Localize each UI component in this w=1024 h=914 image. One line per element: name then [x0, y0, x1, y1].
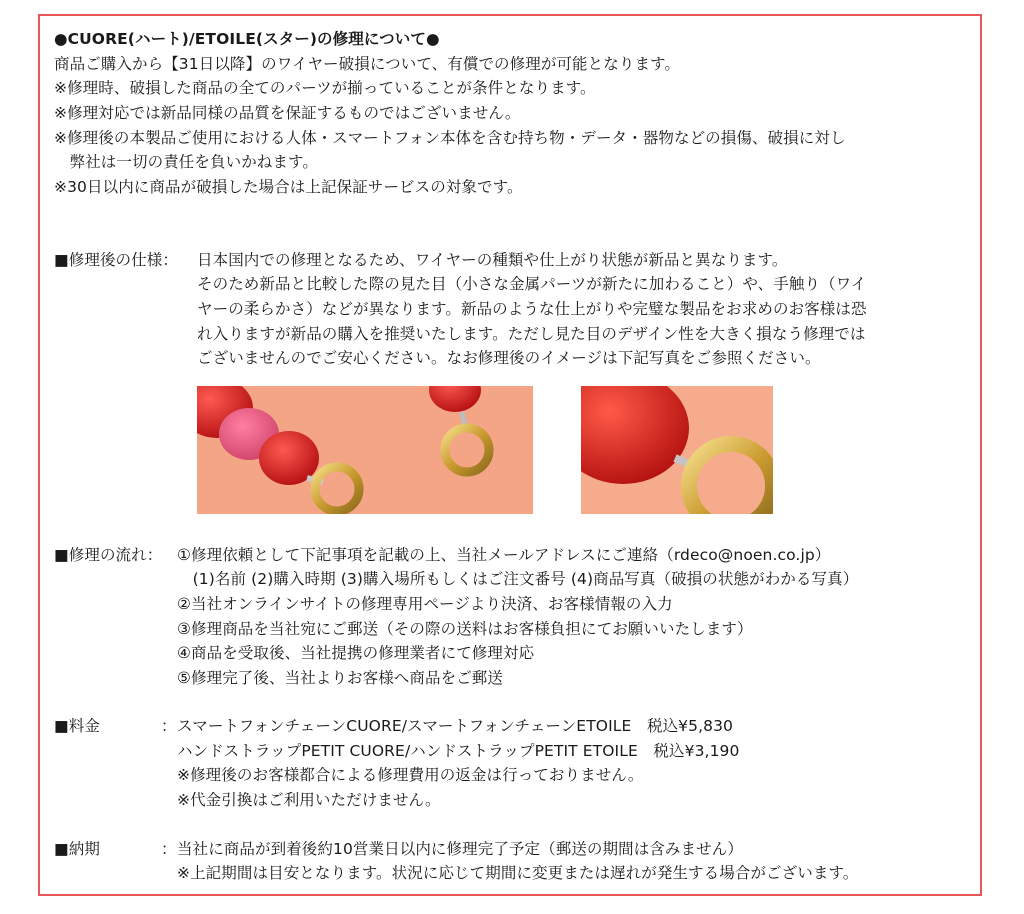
delivery-label: ■納期 — [54, 840, 100, 858]
intro-line: 弊社は一切の責任を負いかねます。 — [54, 153, 318, 171]
flow-label: ■修理の流れ： — [54, 546, 163, 564]
spec-line: 日本国内での修理となるため、ワイヤーの種類や仕上がり状態が新品と異なります。 — [197, 251, 788, 269]
spec-line: ございませんのでご安心ください。なお修理後のイメージは下記写真をご参照ください。 — [197, 349, 821, 367]
fee-label: ■料金 — [54, 717, 100, 735]
intro-line: ※修理後の本製品ご使用における人体・スマートフォン本体を含む持ち物・データ・器物などの損傷、破損に対し — [54, 129, 846, 147]
flow-step: ②当社オンラインサイトの修理専用ページより決済、お客様情報の入力 — [177, 595, 673, 613]
notice-title: ●CUORE(ハート)/ETOILE(スター)の修理について● — [54, 30, 440, 48]
fee-note: ※代金引換はご利用いただけません。 — [177, 791, 441, 809]
flow-step: ⑤修理完了後、当社よりお客様へ商品をご郵送 — [177, 669, 503, 687]
fee-line: ハンドストラップPETIT CUORE/ハンドストラップPETIT ETOILE 税込¥3,190 — [177, 742, 740, 760]
spec-line: そのため新品と比較した際の見た目（小さな金属パーツが新たに加わること）や、手触り（ワイ — [197, 275, 867, 293]
delivery-line: 当社に商品が到着後約10営業日以内に修理完了予定（郵送の期間は含みません） — [177, 840, 743, 858]
spec-label: ■修理後の仕様： — [54, 251, 178, 269]
flow-step: ①修理依頼として下記事項を記載の上、当社メールアドレスにご連絡（rdeco@noen.co.jp） — [177, 546, 831, 564]
spec-line: れ入りますが新品の購入を推奨いたします。ただし見た目のデザイン性を大きく損なう修理では — [197, 325, 866, 343]
intro-line: 商品ご購入から【31日以降】のワイヤー破損について、有償での修理が可能となります。 — [54, 55, 681, 73]
delivery-colon: ： — [161, 840, 177, 858]
delivery-note: ※上記期間は目安となります。状況に応じて期間に変更または遅れが発生する場合がございます。 — [177, 864, 859, 882]
fee-colon: ： — [161, 717, 177, 735]
intro-line: ※修理対応では新品同様の品質を保証するものではございません。 — [54, 104, 521, 122]
intro-line: ※修理時、破損した商品の全てのパーツが揃っていることが条件となります。 — [54, 79, 596, 97]
fee-line: スマートフォンチェーンCUORE/スマートフォンチェーンETOILE 税込¥5,830 — [177, 717, 734, 735]
flow-step: ③修理商品を当社宛にご郵送（その際の送料はお客様負担にてお願いいたします） — [177, 620, 753, 638]
repair-photo-closeup — [581, 386, 773, 514]
fee-note: ※修理後のお客様都合による修理費用の返金は行っておりません。 — [177, 766, 644, 784]
flow-step: (1)名前 (2)購入時期 (3)購入場所もしくはご注文番号 (4)商品写真（破損の状態がわかる写真） — [177, 570, 859, 588]
spec-line: ヤーの柔らかさ）などが異なります。新品のような仕上がりや完璧な製品をお求めのお客様は恐 — [197, 300, 867, 318]
repair-photo-hearts — [197, 386, 533, 514]
flow-step: ④商品を受取後、当社提携の修理業者にて修理対応 — [177, 644, 535, 662]
intro-line: ※30日以内に商品が破損した場合は上記保証サービスの対象です。 — [54, 178, 523, 196]
